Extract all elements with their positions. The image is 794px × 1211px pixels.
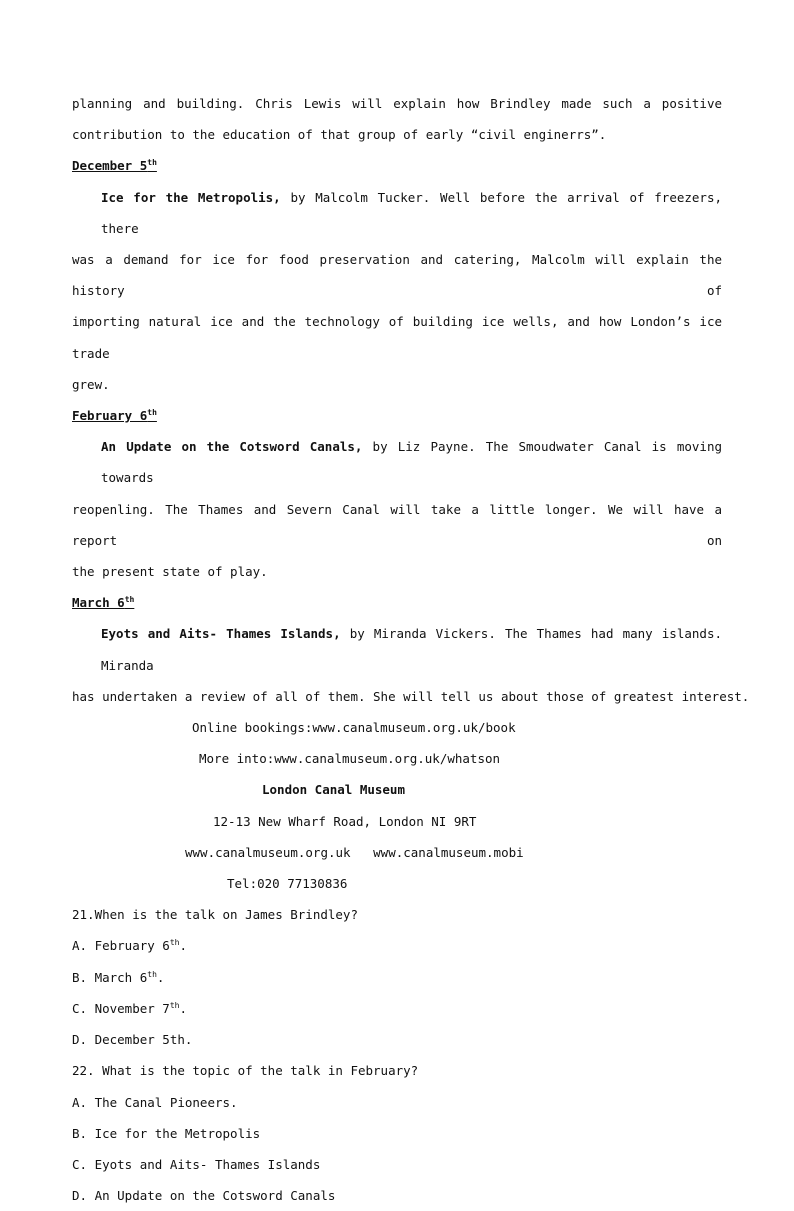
question-22: 22. What is the topic of the talk in February? — [72, 1063, 419, 1079]
event-desc-december-line-3: importing natural ice and the technology of building ice wells, and how London’s ice trade — [72, 314, 722, 361]
event-desc-march-line-2: has undertaken a review of all of them. She will tell us about those of greatest interest. — [72, 688, 750, 704]
event-desc-march-line-1: Eyots and Aits- Thames Islands, by Miranda Vickers. The Thames had many islands. Miranda — [101, 626, 722, 673]
event-date-february — [72, 400, 722, 431]
continuation-line-1: planning and building. Chris Lewis will explain how Brindley made such a positive — [72, 96, 722, 111]
more-info-link[interactable]: More into:www.canalmuseum.org.uk/whatson — [199, 751, 501, 767]
option-21-b: B. March 6th. — [72, 969, 165, 985]
event-desc-february-line-2: reopenling. The Thames and Severn Canal will take a little longer. We will have a report on — [72, 501, 722, 548]
date-text: December 5th — [72, 158, 157, 174]
event-desc-february-line-1: An Update on the Cotsword Canals, by Liz Payne. The Smoudwater Canal is moving towards — [101, 439, 722, 486]
museum-name: London Canal Museum — [262, 782, 405, 798]
event-title: An Update on the Cotsword Canals, — [101, 439, 363, 455]
event-desc-february-line-3: the present state of play. — [72, 564, 268, 580]
option-22-b: B. Ice for the Metropolis — [72, 1125, 261, 1141]
option-22-d: D. An Update on the Cotsword Canals — [72, 1188, 336, 1204]
event-title: Ice for the Metropolis, — [101, 189, 281, 205]
museum-tel: Tel:020 77130836 — [227, 876, 348, 892]
museum-address: 12-13 New Wharf Road, London NI 9RT — [213, 813, 477, 829]
event-date-december — [72, 150, 722, 181]
option-21-c: C. November 7th. — [72, 1000, 188, 1016]
document-page — [72, 88, 750, 1211]
question-21: 21.When is the talk on James Brindley? — [72, 907, 358, 923]
date-text: February 6th — [72, 407, 157, 424]
event-desc-december-line-2: was a demand for ice for food preservation and catering, Malcolm will explain the history of — [72, 252, 722, 299]
museum-websites: www.canalmuseum.org.uk www.canalmuseum.mobi — [185, 844, 524, 860]
continuation-line-2: contribution to the education of that group of early “civil enginerrs”. — [72, 127, 607, 143]
bookings-link[interactable]: Online bookings:www.canalmuseum.org.uk/book — [192, 720, 516, 736]
event-desc-december-line-1: Ice for the Metropolis, by Malcolm Tucker. Well before the arrival of freezers, there — [101, 189, 723, 236]
option-22-c: C. Eyots and Aits- Thames Islands — [72, 1156, 321, 1172]
event-title: Eyots and Aits- Thames Islands, — [101, 626, 341, 642]
option-22-a: A. The Canal Pioneers. — [72, 1094, 238, 1110]
event-desc-december-line-4: grew. — [72, 376, 110, 392]
event-date-march — [72, 587, 722, 618]
date-text: March 6th — [72, 595, 135, 611]
option-21-a: A. February 6th. — [72, 938, 188, 954]
option-21-d: D. December 5th. — [72, 1032, 193, 1048]
